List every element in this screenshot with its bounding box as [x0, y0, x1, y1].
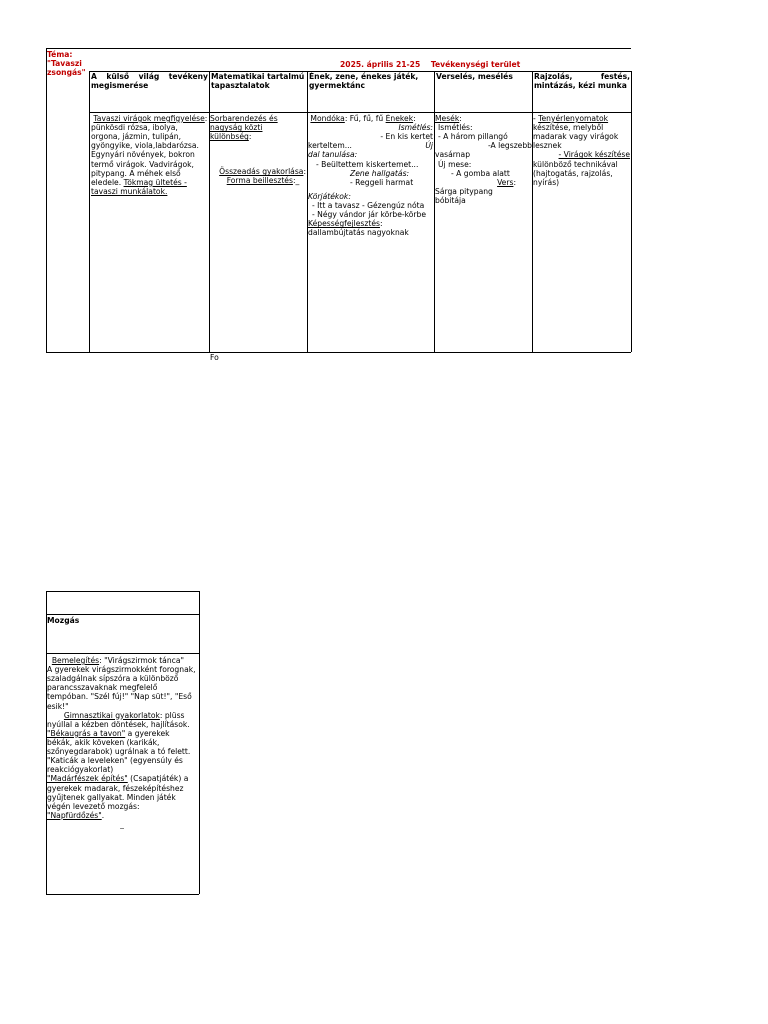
activity-area-label: Tevékenységi terület — [430, 60, 521, 69]
header-kulso: A külső világ tevékeny megismerése — [91, 72, 208, 91]
header-rajz: Rajzolás, festés, mintázás, kézi munka — [534, 72, 630, 91]
table-top-border — [46, 48, 631, 49]
mozgas-top-border — [46, 591, 199, 592]
verses-gomba: - A gomba alatt — [451, 168, 510, 178]
mozgas-napfurdozes: "Napfürdőzés" — [47, 810, 102, 820]
rajz-content — [533, 114, 630, 187]
verses-bobitaja: bóbitája — [435, 195, 466, 205]
matek-trail: :_ — [292, 176, 300, 186]
table-left-border — [46, 48, 47, 352]
verses-vers: Vers — [497, 177, 514, 187]
mozgas-beka-text: a gyerekek békák, akik köveken (karikák, szőnyegdarabok) ugrálnak a tó felett. "Katicák a leveleken" (egyensúly és reakciógyakorlat) — [47, 728, 191, 775]
column-divider — [89, 71, 90, 352]
theme-label — [47, 50, 89, 77]
rajz-tenyerlenyomat: Tenyérlenyomatok — [538, 114, 609, 123]
matek-osszeadas: Összeadás gyakorlása — [219, 167, 304, 177]
enek-content: Mondóka: Fű, fű, fű Énekek: Ismétlés: - En kis kertet kerteltem... Új dal tanulása: - Beültettem kiskertemet... Zene hallgatás: - Reggeli harmat Körjátékok: - Itt a tavasz - Gézengúz nóta - Négy vándor jár körbe-körbe Képességfejlesztés: dallambújtatás nagyoknak — [308, 114, 433, 238]
mozgas-end: . — [101, 810, 105, 820]
rajz-viragok: - Virágok készítése — [558, 150, 630, 160]
table-right-border — [631, 71, 632, 352]
mozgas-beka: "Békaugrás a tavon" — [47, 728, 126, 738]
enek-kis-kert: - En kis kertet — [380, 132, 433, 142]
verses-content: Mesék: Ismétlés: - A három pillangó -A legszebb vasárnap Új mese: - A gomba alatt Vers: Sárga pitypang bóbitája — [435, 114, 532, 205]
mozgas-header-border — [46, 614, 199, 615]
theme-label-text: Téma: — [47, 50, 73, 59]
rajz-text2: különböző technikával (hajtogatás, rajzolás, nyírás) — [533, 159, 618, 187]
enek-beultettem: - Beültettem kiskertemet... — [316, 159, 419, 169]
matek-sorbarendezes: Sorbarendezés és nagyság közti különbség — [210, 114, 278, 142]
enek-negy-vandor: - Négy vándor jár körbe-körbe — [312, 210, 427, 220]
enek-itt-a-tavasz: - Itt a tavasz - Gézengúz nóta — [312, 200, 425, 210]
rajz-text: készítése, melyből madarak vagy virágok lesznek — [533, 123, 619, 151]
kulso-tokmag: Tökmag ültetés - tavaszi munkálatok. — [91, 177, 187, 196]
kulso-topic: Tavaszi virágok megfigyelése — [93, 114, 205, 123]
verses-harom-pillango: - A három pillangó — [438, 132, 508, 142]
mozgas-bemelegites: Bemelegítés — [51, 656, 100, 665]
mozgas-content — [47, 656, 197, 829]
matek-colon: : — [248, 132, 252, 142]
verses-sarga: Sárga pitypang — [435, 186, 493, 196]
enek-ismetles: Ismétlés: — [398, 123, 433, 133]
mozgas-text1: A gyerekek virágszirmokként forognak, szaladgálnak sípszóra a különböző parancsszavaknak megfelelő tempóban. "Szél fúj!" "Nap süt!", "Eső esik!" — [47, 665, 196, 711]
theme-name: "Tavaszi zsongás" — [47, 59, 86, 78]
enek-dal-tanulasa: dal tanulása: — [308, 150, 358, 160]
kulso-content — [91, 114, 208, 196]
header-matek: Matematikai tartalmú tapasztalatok — [211, 72, 305, 91]
mozgas-gimn: Gimnasztikai gyakorlatok — [63, 710, 160, 720]
mozgas-madar-text: (Csapatjáték) a gyerekek madarak, fészeképítéshez gyűjtenek gallyakat. Minden játék végén levezető mozgás: — [47, 774, 189, 811]
enek-kerteltem: kerteltem... — [308, 141, 352, 151]
verses-uj-mese: Új mese: — [438, 159, 472, 169]
rajz-dash: - — [533, 114, 539, 123]
mozgas-bottom-border — [46, 894, 199, 895]
verses-vasarnap: vasárnap — [435, 150, 471, 160]
mozgas-dash: _ — [120, 819, 124, 829]
enek-kepesseg-label: Képességfejlesztés — [308, 219, 380, 229]
enek-reggeli: - Reggeli harmat — [350, 177, 414, 187]
verses-mesek: Mesék — [435, 114, 460, 123]
enek-korjatekok: Körjátékok: — [308, 191, 351, 201]
verses-legszebb: -A legszebb — [487, 141, 532, 151]
enek-zene-hallgatas: Zene hallgatás: — [350, 168, 410, 178]
enek-kepesseg-text: dallambújtatás nagyoknak — [308, 228, 409, 238]
verses-ismetles: Ismétlés: — [438, 123, 473, 133]
enek-mondoka-label: Mondóka — [310, 114, 345, 123]
enek-mondoka-text: : Fű, fű, fű — [344, 114, 386, 123]
mozgas-madar: "Madárfészek építés" — [47, 774, 128, 784]
enek-enekek-label: Énekek — [385, 114, 414, 123]
week-dates: 2025. április 21-25 — [340, 60, 421, 69]
header-enek: Ének, zene, énekes játék, gyermektánc — [309, 72, 419, 91]
matek-content: Sorbarendezés és nagyság közti különbség: Összeadás gyakorlása: Forma beillesztés:_ — [210, 114, 306, 186]
matek-forma: Forma beillesztés — [226, 176, 293, 186]
mozgas-gimn-text: : plüss nyúllal a kézben döntések, hajlítások. — [47, 710, 190, 729]
mozgas-header: Mozgás — [47, 616, 80, 625]
mozgas-virag: : "Virágszirmok tánca" — [99, 656, 184, 665]
footer-fo: Fo — [210, 353, 219, 362]
mozgas-row-border — [46, 653, 199, 654]
table-bottom-border — [46, 352, 631, 353]
header-row-bottom-border — [89, 112, 631, 113]
kulso-text: : pünkösdi rózsa, ibolya, orgona, jázmin, tulipán, gyöngyike, viola,labdarózsa. Egynyári növények, bokron termő virágok. Vadvirágok, pitypang. A méhek első eledele. — [91, 114, 208, 187]
header-verses: Verselés, mesélés — [436, 72, 513, 81]
mozgas-right-border — [199, 591, 200, 894]
week-line — [340, 60, 520, 69]
enek-uj: Új — [425, 141, 433, 151]
